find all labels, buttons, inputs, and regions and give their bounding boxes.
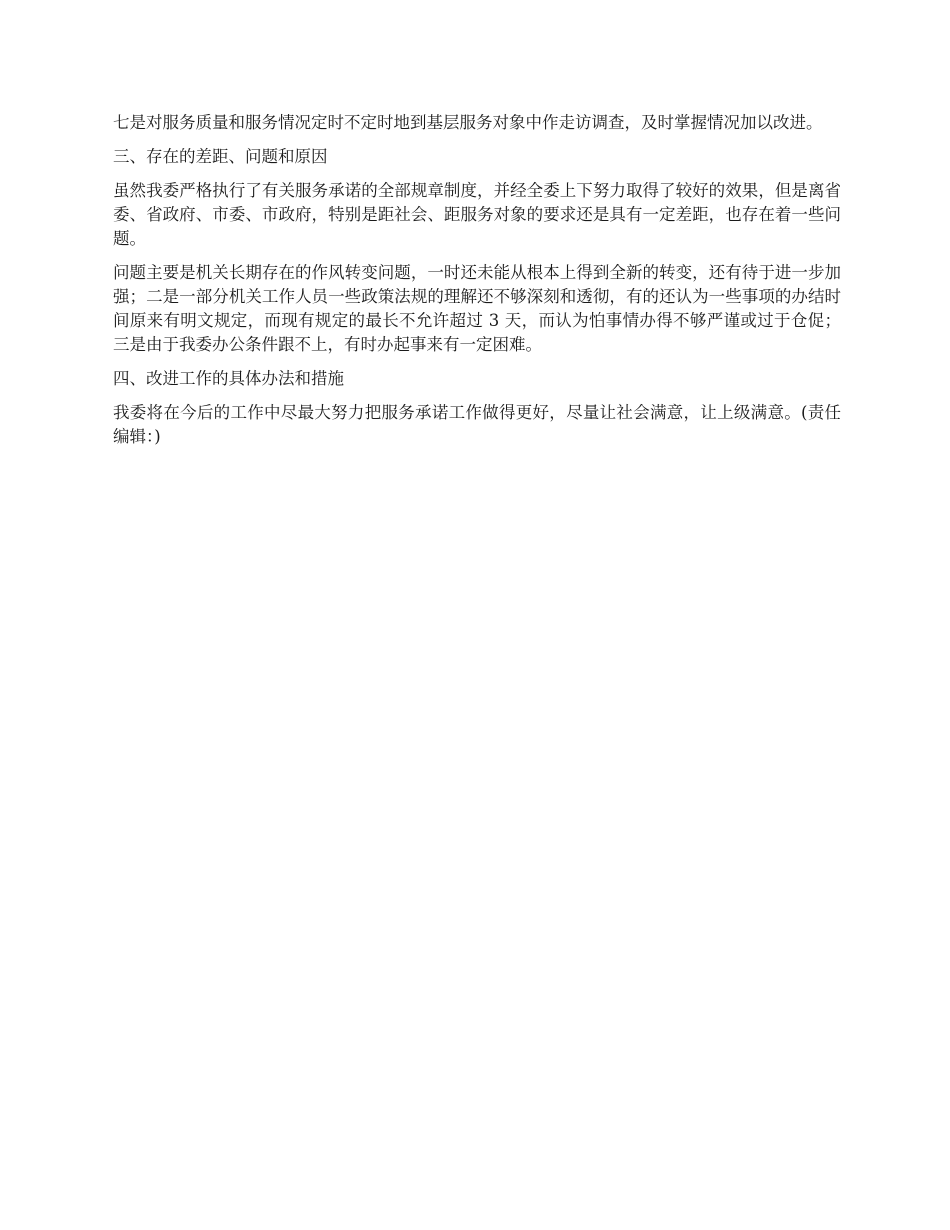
paragraph-closing: 我委将在今后的工作中尽最大努力把服务承诺工作做得更好，尽量让社会满意，让上级满意。(责任编辑：) (113, 403, 841, 446)
paragraph-problems-detail: 问题主要是机关长期存在的作风转变问题，一时还未能从根本上得到全新的转变，还有待于进一步加强；二是一部分机关工作人员一些政策法规的理解还不够深刻和透彻，有的还认为一些事项的办结时间原来有明文规定，而现有规定的最长不允许超过 3 天，而认为怕事情办得不够严谨或过于仓促；三是由于我委办公条件跟不上，有时办起事来有一定困难。 (113, 263, 841, 354)
document-body (113, 111, 841, 459)
paragraph-item-seven: 七是对服务质量和服务情况定时不定时地到基层服务对象中作走访调查，及时掌握情况加以改进。 (113, 113, 823, 132)
section-heading-gaps-problems: 三、存在的差距、问题和原因 (113, 147, 328, 166)
paragraph-gaps-overview: 虽然我委严格执行了有关服务承诺的全部规章制度，并经全委上下努力取得了较好的效果，但是离省委、省政府、市委、市政府，特别是距社会、距服务对象的要求还是具有一定差距，也存在着一些问题。 (113, 181, 841, 248)
section-heading-improvement-measures: 四、改进工作的具体办法和措施 (113, 369, 344, 388)
